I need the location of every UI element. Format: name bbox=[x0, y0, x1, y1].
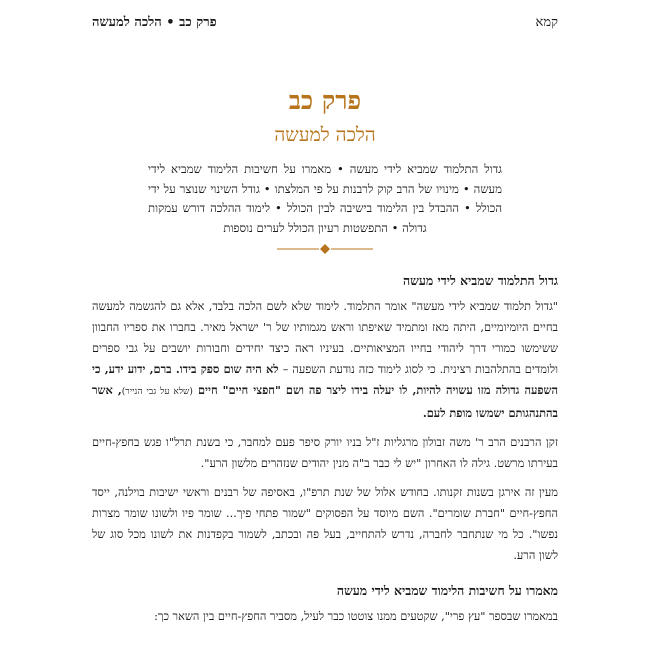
page-number: קמא bbox=[535, 15, 558, 30]
paragraph-text: "גדול תלמוד שמביא לידי מעשה" אומר התלמוד. לימוד שלא לשם הלכה בלבד, אלא גם להגשמה למעשה בחיים היומיומיים, היתה מאז ומתמיד שאיפתו וראש מגמותיו של ר' ישראל מאיר. בחברו את ספריו החבוון ששימשו כמורי דרך ליהודי בחייו המציאותיים. בעיניו ראה כיצד יחידים וחבורות יושבים על גבי ספרים ולומדים בהתלהבות רצינית. כי לסוג לימוד כזה נודעת השפעה – bbox=[92, 300, 558, 376]
paragraph bbox=[92, 296, 558, 424]
chapter-title: פרק כב bbox=[288, 86, 362, 115]
divider-ornament-icon bbox=[275, 243, 375, 255]
chapter-summary: גדול התלמוד שמביא לידי מעשה • מאמרו על חשיבות הלימוד שמביא לידי מעשה • מינויו של הרב קוק לרבנות על פי המלצתו • גודל השינוי שנוצר על ידי הכולל • ההבדל בין הלימוד בישיבה לבין הכולל • לימוד ההלכה דורש עמקות גדולה • התפשטות רעיון הכולל לערים נוספות bbox=[148, 162, 502, 235]
paragraph: במאמרו שבספר "עץ פרי", שקטעים ממנו צוטטו כבר לעיל, מסביר החפץ-חיים בין השאר כך: bbox=[154, 610, 558, 623]
running-title: פרק כב • הלכה למעשה bbox=[92, 15, 217, 30]
main-text bbox=[92, 270, 558, 635]
paragraph-bold-text-end: , אשר בהתנהגותם ישמשו מופת לעם. bbox=[92, 383, 558, 420]
paragraph-bold-text: לא היה שום ספק בידו. ברם, ידוע ידע, כי השפעה גדולה מזו עשויה להיות, לו יעלה בידו ליצר פה ושם "חפצי חיים" חיים bbox=[92, 362, 558, 397]
section-heading: גדול התלמוד שמביא לידי מעשה bbox=[402, 273, 558, 288]
chapter-subtitle: הלכה למעשה bbox=[274, 124, 376, 146]
paragraph-small-note: (שלא על גבי הנייר) bbox=[121, 387, 193, 397]
paragraph: זקן הרבנים הרב ר' משה זבולון מרגליות ז"ל בניו יורק סיפר פעם למחבר, כי בשנת תרל"ו פגש בחפץ-חיים בעירתו מרשט. גילה לו האחרון "יש לי כבר ב"ה מנין יהודים שנזהרים מלשון הרע". bbox=[92, 436, 558, 470]
paragraph: מעין זה אירגן בשנות זקנותו. בחודש אלול של שנת תרפ"ו, באסיפה של רבנים וראשי ישיבות בוילנה, ייסד החפץ-חיים "חברת שומרים". השם מיוסד על הפסוקים "שמור פתחי פיך... שומר פיו ולשונו שומר מצרות נפשו". כל מי שנתחבר לחברה, נדרש להתחייב, בעל פה ובכתב, לשמור בקפדנות את לשונו מכל סוג של לשון הרע. bbox=[92, 486, 558, 562]
running-header bbox=[92, 14, 558, 30]
section-heading: מאמרו על חשיבות הלימוד שמביא לידי מעשה bbox=[336, 583, 558, 598]
